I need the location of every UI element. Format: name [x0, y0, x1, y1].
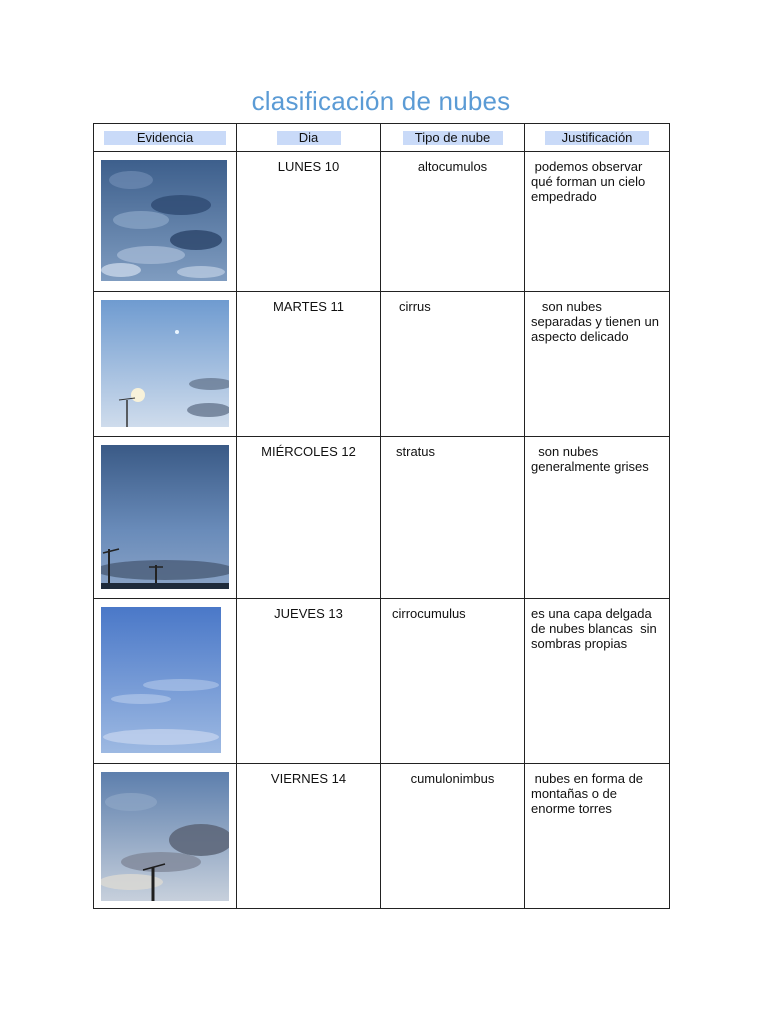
header-dia: Dia [237, 124, 381, 152]
evidence-cell [94, 599, 237, 764]
tipo-cell: altocumulos [381, 152, 525, 292]
tipo-cell: stratus [381, 437, 525, 599]
justificacion-cell: es una capa delgada de nubes blancas sin sombras propias [525, 599, 670, 764]
dia-cell: JUEVES 13 [237, 599, 381, 764]
tipo-cell: cumulonimbus [381, 764, 525, 909]
table-header-row [94, 124, 670, 152]
evidence-cell [94, 437, 237, 599]
stratus-sky-photo [101, 445, 229, 589]
table-row [94, 437, 670, 599]
dia-cell: MARTES 11 [237, 292, 381, 437]
table-row [94, 599, 670, 764]
table-row [94, 292, 670, 437]
tipo-cell: cirrocumulus [381, 599, 525, 764]
cirrocumulus-sky-photo [101, 607, 221, 753]
justificacion-cell: podemos observar qué forman un cielo empedrado [525, 152, 670, 292]
justificacion-cell: nubes en forma de montañas o de enorme torres [525, 764, 670, 909]
justificacion-cell: son nubes separadas y tienen un aspecto delicado [525, 292, 670, 437]
justificacion-cell: son nubes generalmente grises [525, 437, 670, 599]
table-row [94, 764, 670, 909]
dia-cell: LUNES 10 [237, 152, 381, 292]
altocumulus-sky-photo [101, 160, 227, 281]
tipo-cell: cirrus [381, 292, 525, 437]
dia-cell: VIERNES 14 [237, 764, 381, 909]
evidence-cell [94, 152, 237, 292]
clouds-table [93, 123, 670, 909]
cirrus-sky-photo [101, 300, 229, 427]
header-tipo-de-nube: Tipo de nube [381, 124, 525, 152]
cumulonimbus-sky-photo [101, 772, 229, 901]
dia-cell: MIÉRCOLES 12 [237, 437, 381, 599]
evidence-cell [94, 764, 237, 909]
document-title: clasificación de nubes [251, 86, 511, 116]
header-evidencia: Evidencia [94, 124, 237, 152]
table-row [94, 152, 670, 292]
header-justificacion: Justificación [525, 124, 670, 152]
evidence-cell [94, 292, 237, 437]
